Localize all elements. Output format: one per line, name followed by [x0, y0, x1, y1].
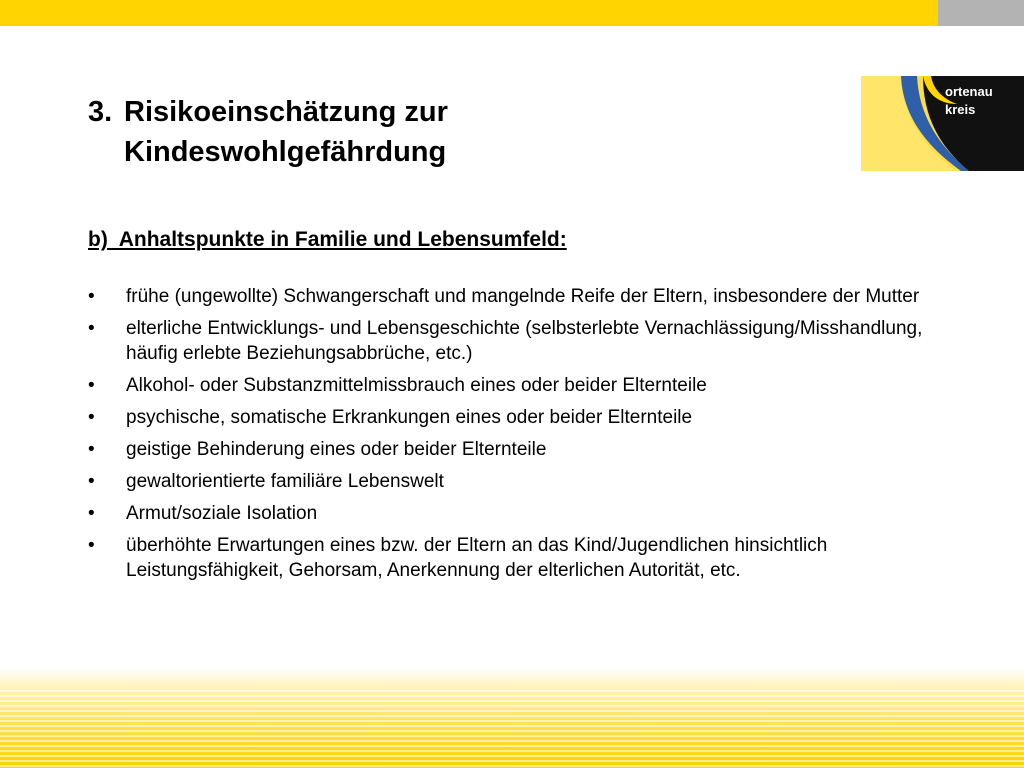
- list-item-text: frühe (ungewollte) Schwangerschaft und mangelnde Reife der Eltern, insbesondere der Mutter: [126, 286, 920, 307]
- list-item-text: elterliche Entwicklungs- und Lebensgeschichte (selbsterlebte Vernachlässigung/Misshandlung, häufig erlebte Beziehungsabbrüche, etc.): [126, 318, 923, 364]
- top-gray-bar: [938, 0, 1024, 26]
- list-item-text: geistige Behinderung eines oder beider Elternteile: [126, 439, 547, 460]
- list-item-text: überhöhte Erwartungen eines bzw. der Eltern an das Kind/Jugendlichen hinsichtlich Leistungsfähigkeit, Gehorsam, Anerkennung der elterlichen Autorität, etc.: [126, 535, 828, 581]
- list-item-text: gewaltorientierte familiäre Lebenswelt: [126, 471, 444, 492]
- bullet-icon: •: [88, 503, 95, 524]
- title-line-2: Kindeswohlgefährdung: [124, 136, 447, 168]
- list-item: [88, 405, 948, 430]
- bullet-icon: •: [88, 318, 95, 339]
- ortenaukreis-logo: [861, 76, 1024, 171]
- title-number: 3.: [88, 96, 113, 128]
- bullet-icon: •: [88, 535, 95, 556]
- bullet-icon: •: [88, 471, 95, 492]
- logo-text-ortenau: ortenau: [945, 84, 993, 99]
- list-item: [88, 501, 948, 526]
- section-subtitle: b) Anhaltspunkte in Familie und Lebensumfeld:: [88, 228, 567, 251]
- top-yellow-bar: [0, 0, 938, 26]
- bullet-list: [88, 284, 948, 590]
- list-item: [88, 533, 948, 583]
- bullet-icon: •: [88, 286, 95, 307]
- title-line-1: Risikoeinschätzung zur: [124, 96, 448, 128]
- logo-text-kreis: kreis: [945, 102, 976, 117]
- list-item: [88, 469, 948, 494]
- bullet-icon: •: [88, 407, 95, 428]
- bullet-icon: •: [88, 375, 95, 396]
- page-title: [88, 92, 448, 172]
- list-item: [88, 373, 948, 398]
- list-item: [88, 437, 948, 462]
- list-item-text: Armut/soziale Isolation: [126, 503, 318, 524]
- list-item: [88, 284, 948, 309]
- list-item-text: psychische, somatische Erkrankungen eines oder beider Elternteile: [126, 407, 693, 428]
- list-item: [88, 316, 948, 366]
- list-item-text: Alkohol- oder Substanzmittelmissbrauch eines oder beider Elternteile: [126, 375, 707, 396]
- bottom-stripes: [0, 690, 1024, 768]
- bullet-icon: •: [88, 439, 95, 460]
